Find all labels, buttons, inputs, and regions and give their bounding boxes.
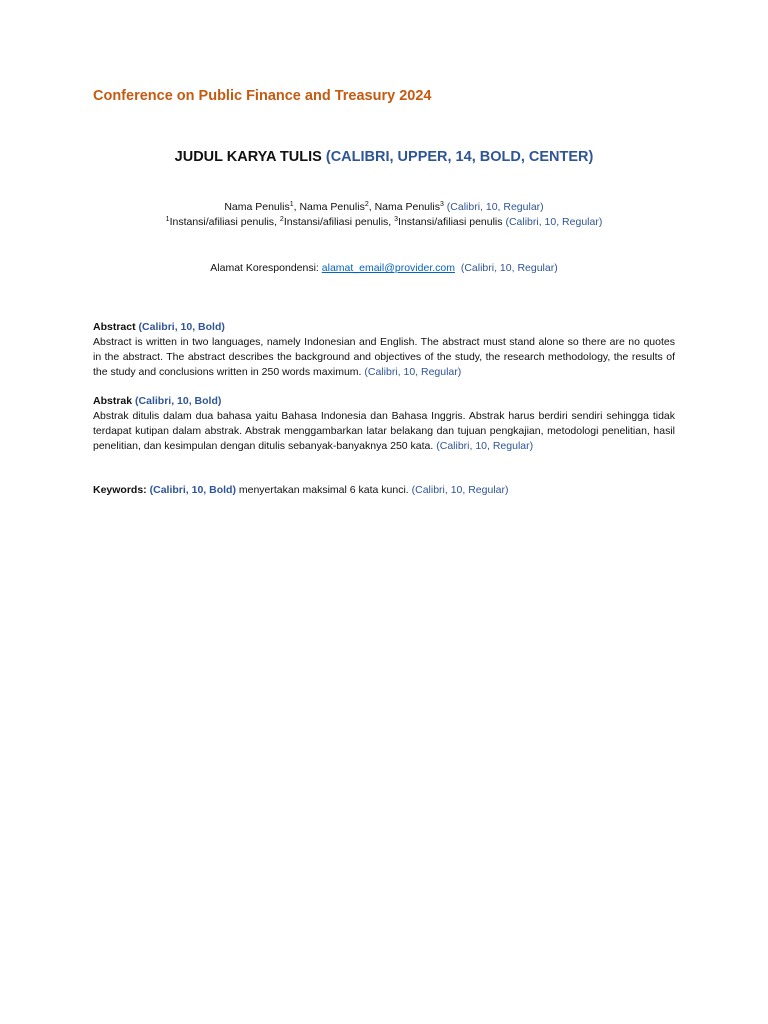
title-text: JUDUL KARYA TULIS [174, 149, 322, 165]
abstract-id-body-note: (Calibri, 10, Regular) [436, 440, 534, 452]
correspondence-format-note: (Calibri, 10, Regular) [460, 262, 558, 274]
abstract-id-body-paragraph [93, 409, 675, 454]
abstract-id-heading [93, 394, 675, 409]
author-name: Nama Penulis [299, 201, 365, 213]
author-name: Nama Penulis [224, 201, 290, 213]
affiliation-name: Instansi/afiliasi penulis [283, 216, 389, 228]
author-name: Nama Penulis [374, 201, 440, 213]
keywords-body-note: (Calibri, 10, Regular) [411, 484, 509, 496]
affiliations-format-note: (Calibri, 10, Regular) [505, 216, 603, 228]
author-superscript: 3 [439, 201, 444, 208]
conference-heading: Conference on Public Finance and Treasury 2024 [93, 88, 432, 104]
author-line: Nama Penulis$^1$, Nama Penulis$^2$, Nama Penulis$^3$ (Calibri, 10, Regular) [224, 201, 544, 213]
abstract-en-body-note: (Calibri, 10, Regular) [364, 366, 462, 378]
affiliation-name: Instansi/afiliasi penulis [169, 216, 275, 228]
author-superscript: 2 [364, 201, 369, 208]
affiliation-name: Instansi/afiliasi penulis [398, 216, 503, 228]
keywords-line [93, 483, 675, 498]
title-format-note: (CALIBRI, UPPER, 14, BOLD, CENTER) [325, 149, 594, 165]
abstract-id-label: Abstrak [93, 395, 133, 407]
affiliation-superscript: 3 [394, 216, 399, 223]
affiliation-line: $^1$Instansi/afiliasi penulis, $^2$Instansi/afiliasi penulis, $^3$Instansi/afiliasi penulis (Calibri, 10, Regular) [165, 216, 603, 228]
keywords-body: menyertakan maksimal 6 kata kunci. [238, 484, 409, 496]
abstract-en-body-paragraph [93, 335, 675, 380]
abstract-id-section [93, 394, 675, 454]
author-superscript: 1 [289, 201, 294, 208]
abstract-en-section [93, 320, 675, 380]
correspondence-email-link[interactable]: alamat_email@provider.com [321, 262, 455, 274]
affiliation-superscript: 1 [165, 216, 170, 223]
correspondence-label: Alamat Korespondensi: [210, 262, 319, 274]
abstract-en-label: Abstract [93, 321, 136, 333]
affiliation-superscript: 2 [279, 216, 284, 223]
authors-format-note: (Calibri, 10, Regular) [446, 201, 544, 213]
abstract-id-body: Abstrak ditulis dalam dua bahasa yaitu Bahasa Indonesia dan Bahasa Inggris. Abstrak harus berdiri sendiri sehingga tidak terdapat kutipan dalam abstrak. Abstrak menggambarkan latar belakang dan tujuan pengkajian, metodologi penelitian, hasil penelitian, dan kesimpulan dengan ditulis sebanyak-banyaknya 250 kata. [93, 410, 675, 452]
paper-title [0, 149, 768, 165]
abstract-id-label-note: (Calibri, 10, Bold) [135, 395, 222, 407]
correspondence-line [0, 261, 768, 275]
abstract-en-body: Abstract is written in two languages, namely Indonesian and English. The abstract must stand alone so there are no quotes in the abstract. The abstract describes the background and objectives of the study, the research methodology, the results of the study and conclusions written in 250 words maximum. [93, 336, 675, 378]
abstract-en-heading [93, 320, 675, 335]
keywords-label: Keywords: [93, 484, 147, 496]
keywords-label-note: (Calibri, 10, Bold) [149, 484, 236, 496]
abstract-en-label-note: (Calibri, 10, Bold) [138, 321, 225, 333]
